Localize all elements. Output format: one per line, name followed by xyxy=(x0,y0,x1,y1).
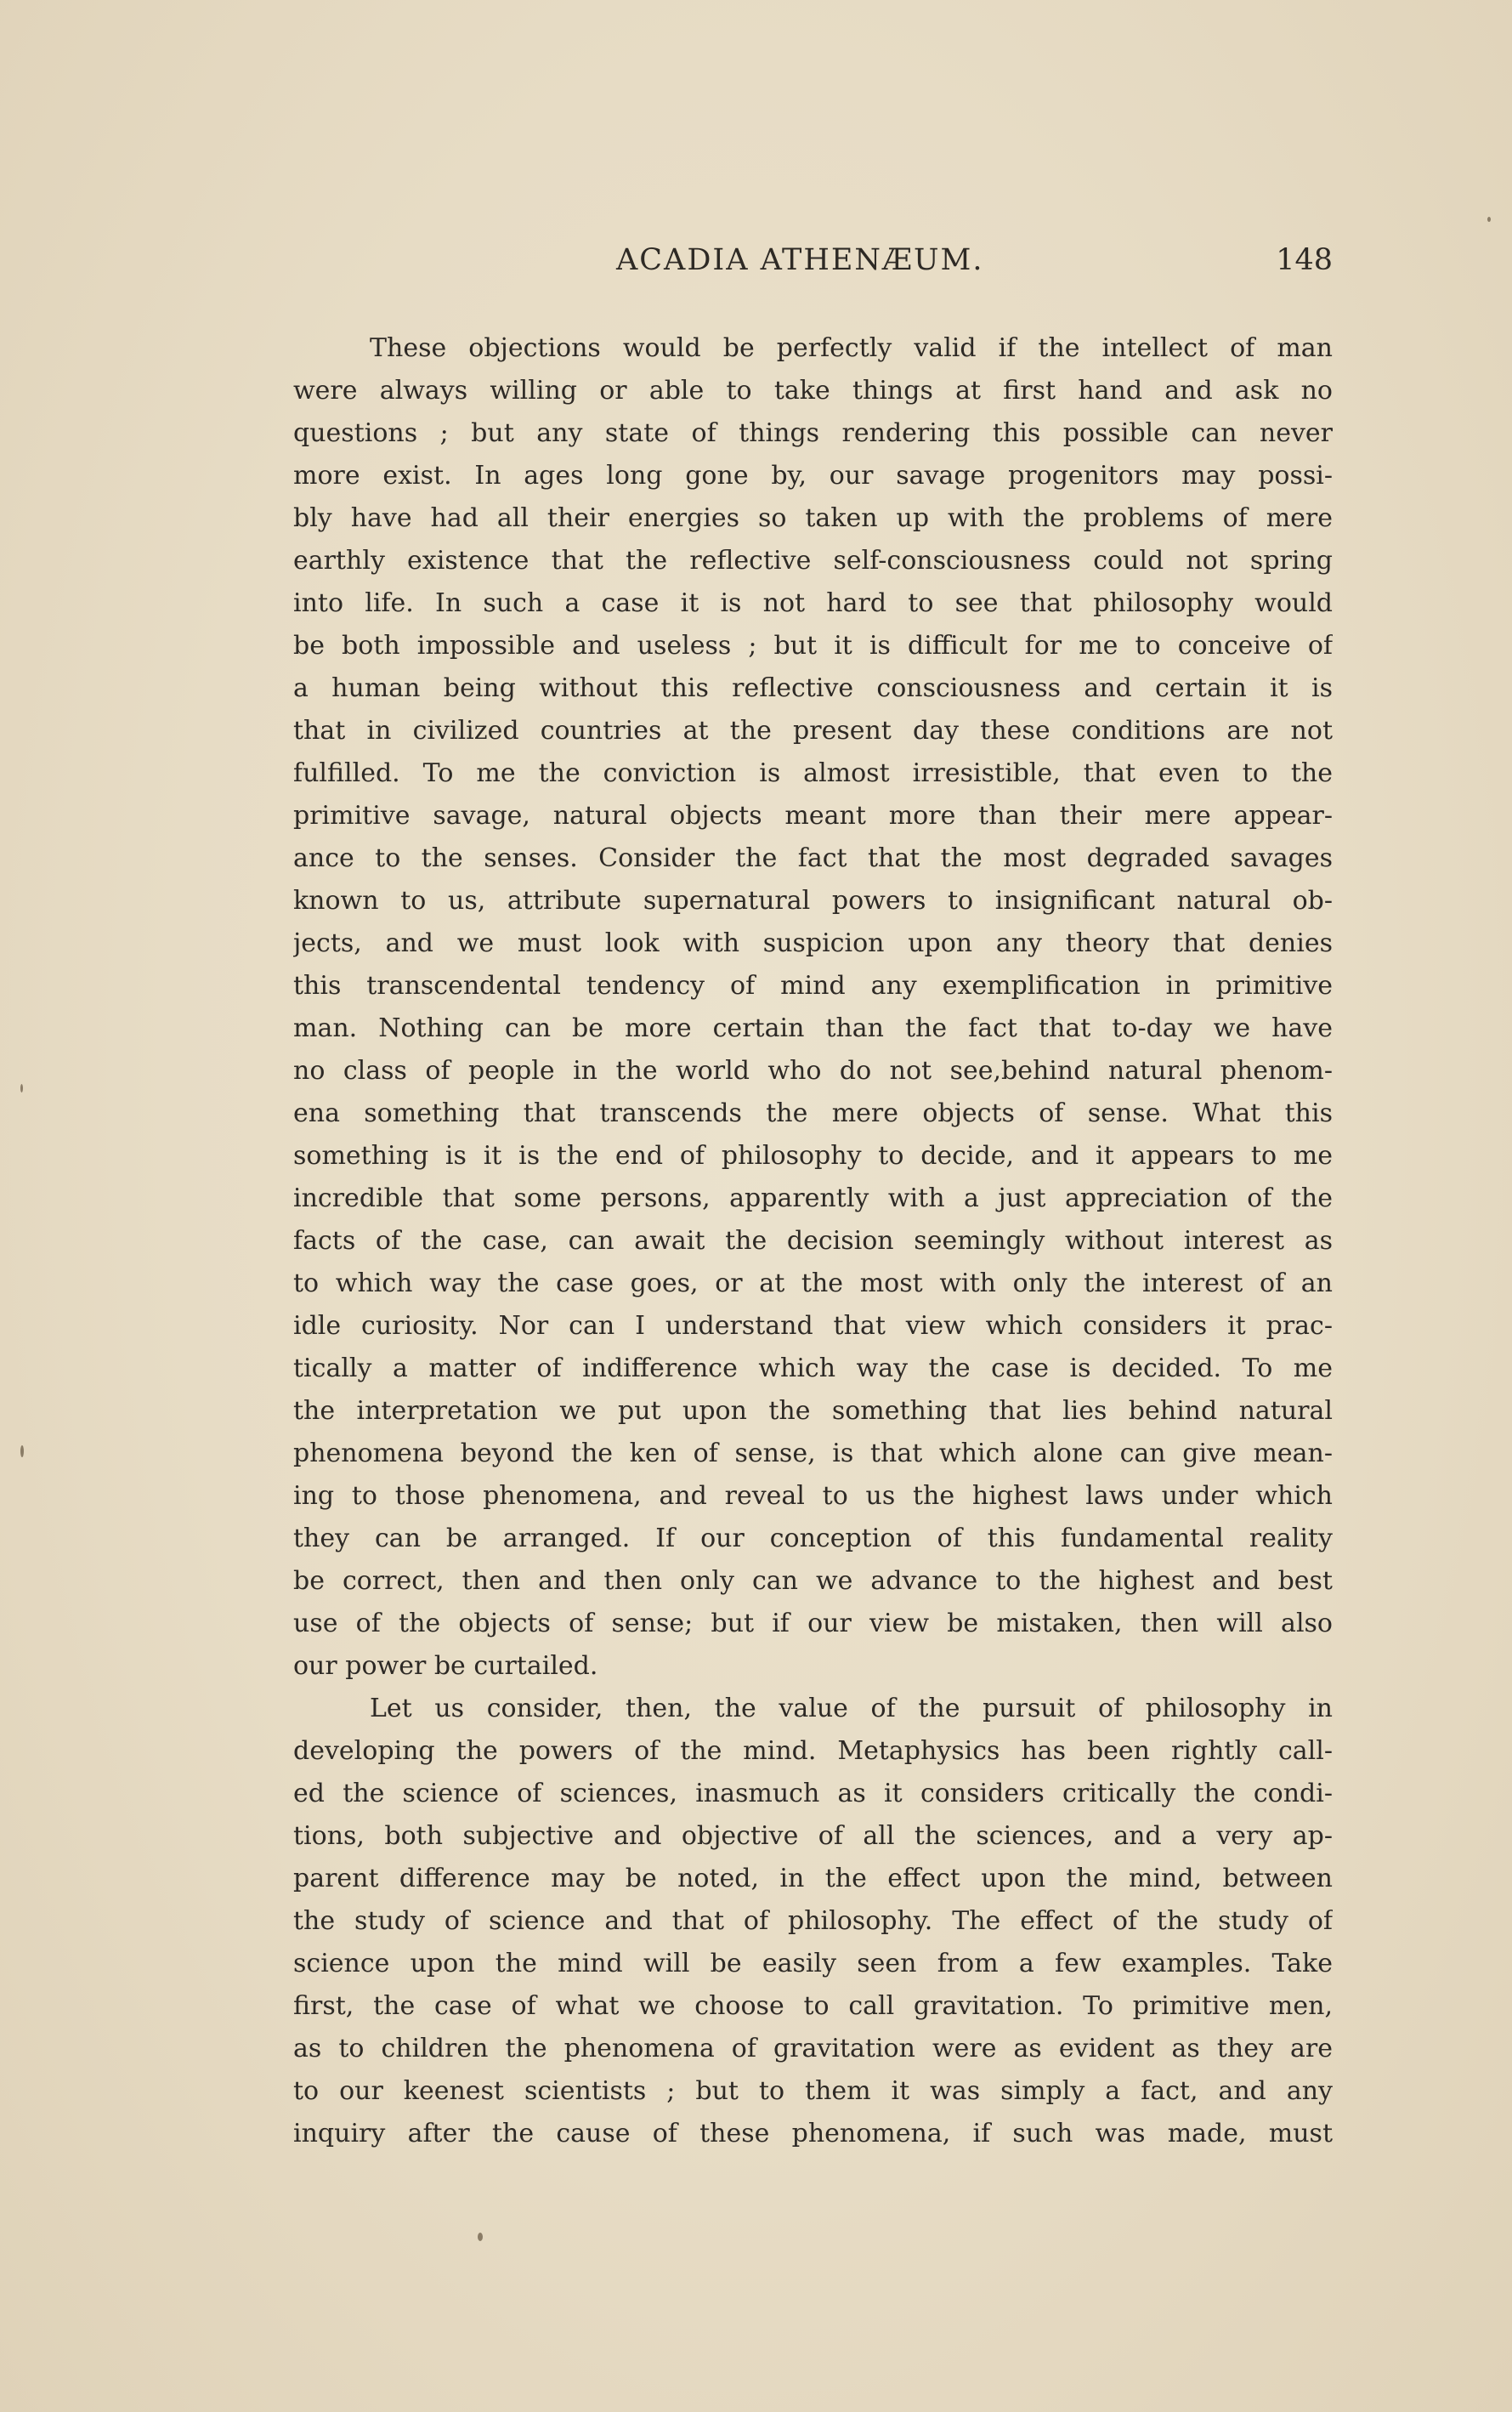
text-line: facts of the case, can await the decision seemingly without interest as xyxy=(293,1226,1333,1256)
paper-speck xyxy=(1487,217,1491,222)
text-line: man. Nothing can be more certain than the fact that to-day we have xyxy=(293,1013,1333,1043)
text-line: Let us consider, then, the value of the pursuit of philosophy in xyxy=(370,1694,1333,1723)
text-line: idle curiosity. Nor can I understand that view which considers it prac- xyxy=(293,1311,1333,1341)
text-line: developing the powers of the mind. Metaphysics has been rightly call- xyxy=(293,1736,1333,1766)
page-number: 148 xyxy=(1276,243,1333,277)
text-line: something is it is the end of philosophy to decide, and it appears to me xyxy=(293,1141,1333,1171)
text-line: be correct, then and then only can we advance to the highest and best xyxy=(293,1566,1333,1596)
text-line: no class of people in the world who do not see,behind natural phenom- xyxy=(293,1056,1333,1086)
article-body xyxy=(293,327,1333,2155)
paragraph-2 xyxy=(293,1688,1333,2155)
text-line: more exist. In ages long gone by, our savage progenitors may possi- xyxy=(293,461,1333,491)
text-line: primitive savage, natural objects meant more than their mere appear- xyxy=(293,801,1333,831)
text-line: ing to those phenomena, and reveal to us the highest laws under which xyxy=(293,1481,1333,1511)
text-line: were always willing or able to take things at first hand and ask no xyxy=(293,376,1333,406)
text-line: our power be curtailed. xyxy=(293,1651,598,1681)
text-line: tions, both subjective and objective of all the sciences, and a very ap- xyxy=(293,1821,1333,1851)
text-line: tically a matter of indifference which way the case is decided. To me xyxy=(293,1354,1333,1383)
text-line: they can be arranged. If our conception of this fundamental reality xyxy=(293,1524,1333,1553)
text-line: to which way the case goes, or at the most with only the interest of an xyxy=(293,1268,1333,1298)
text-line: phenomena beyond the ken of sense, is that which alone can give mean- xyxy=(293,1439,1333,1468)
text-line: incredible that some persons, apparently with a just appreciation of the xyxy=(293,1183,1333,1213)
paper-speck xyxy=(20,1445,24,1457)
text-line: to our keenest scientists ; but to them it was simply a fact, and any xyxy=(293,2076,1333,2106)
text-line: parent difference may be noted, in the effect upon the mind, between xyxy=(293,1864,1333,1893)
paragraph-1 xyxy=(293,327,1333,1688)
text-line: jects, and we must look with suspicion upon any theory that denies xyxy=(293,928,1333,958)
text-line: that in civilized countries at the present day these conditions are not xyxy=(293,716,1333,746)
text-line: use of the objects of sense; but if our view be mistaken, then will also xyxy=(293,1609,1333,1638)
text-line: into life. In such a case it is not hard to see that philosophy would xyxy=(293,588,1333,618)
text-line: inquiry after the cause of these phenomena, if such was made, must xyxy=(293,2119,1333,2148)
text-line: questions ; but any state of things rendering this possible can never xyxy=(293,418,1333,448)
text-line: science upon the mind will be easily seen from a few examples. Take xyxy=(293,1949,1333,1978)
text-line: a human being without this reflective consciousness and certain it is xyxy=(293,673,1333,703)
text-line: These objections would be perfectly valid if the intellect of man xyxy=(370,333,1333,363)
paper-speck xyxy=(478,2233,483,2241)
running-title: ACADIA ATHENÆUM. xyxy=(616,243,984,277)
text-line: ena something that transcends the mere objects of sense. What this xyxy=(293,1098,1333,1128)
text-line: as to children the phenomena of gravitation were as evident as they are xyxy=(293,2034,1333,2063)
text-line: first, the case of what we choose to call gravitation. To primitive men, xyxy=(293,1991,1333,2021)
page-header xyxy=(293,243,1333,286)
paper-speck xyxy=(20,1084,23,1092)
text-line: this transcendental tendency of mind any exemplification in primitive xyxy=(293,971,1333,1001)
text-line: fulfilled. To me the conviction is almost irresistible, that even to the xyxy=(293,758,1333,788)
text-line: earthly existence that the reflective self-consciousness could not spring xyxy=(293,546,1333,576)
text-line: be both impossible and useless ; but it is difficult for me to conceive of xyxy=(293,631,1333,661)
text-line: ed the science of sciences, inasmuch as it considers critically the condi- xyxy=(293,1779,1333,1808)
text-line: the study of science and that of philosophy. The effect of the study of xyxy=(293,1906,1333,1936)
text-line: bly have had all their energies so taken up with the problems of mere xyxy=(293,503,1333,533)
text-line: ance to the senses. Consider the fact that the most degraded savages xyxy=(293,843,1333,873)
text-line: known to us, attribute supernatural powers to insignificant natural ob- xyxy=(293,886,1333,916)
text-line: the interpretation we put upon the something that lies behind natural xyxy=(293,1396,1333,1426)
